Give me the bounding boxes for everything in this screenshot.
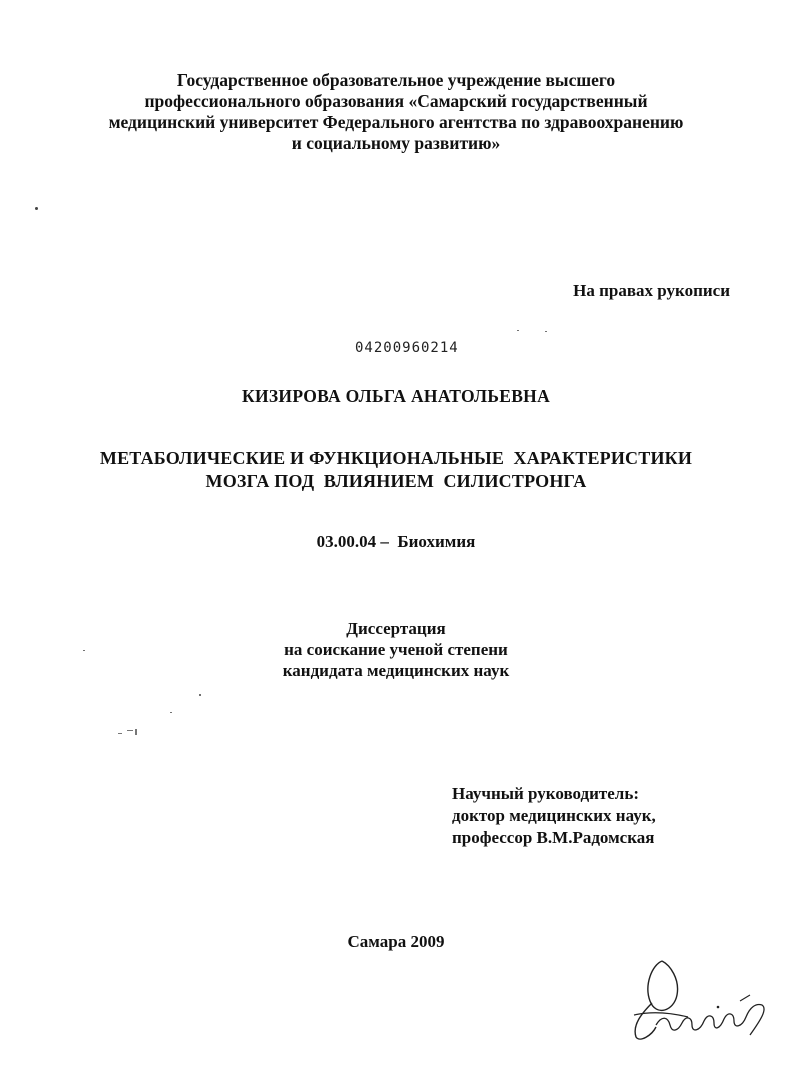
city-year: Самара 2009 <box>347 932 445 951</box>
scan-mark <box>118 733 122 734</box>
scan-speck <box>170 712 172 713</box>
supervisor-line: доктор медицинских наук, <box>452 806 656 825</box>
degree-line: Диссертация <box>346 619 446 638</box>
institution-line: профессионального образования «Самарский государственный <box>144 91 648 111</box>
registration-code: 04200960214 <box>355 340 459 356</box>
institution-header <box>0 70 792 154</box>
handwritten-signature-icon <box>622 955 772 1045</box>
title-line: МОЗГА ПОД ВЛИЯНИЕМ СИЛИСТРОНГА <box>205 471 587 491</box>
supervisor-block <box>452 783 656 849</box>
scan-speck <box>545 331 547 332</box>
scan-mark <box>127 730 133 731</box>
supervisor-line: профессор В.М.Радомская <box>452 828 655 847</box>
degree-line: на соискание ученой степени <box>284 640 508 659</box>
scan-speck <box>199 694 201 696</box>
scan-speck <box>83 650 85 651</box>
institution-line: и социальному развитию» <box>291 133 501 153</box>
institution-line: Государственное образовательное учреждение высшего <box>176 70 616 90</box>
scan-mark <box>135 729 137 735</box>
title-line: МЕТАБОЛИЧЕСКИЕ И ФУНКЦИОНАЛЬНЫЕ ХАРАКТЕРИСТИКИ <box>99 448 693 468</box>
scan-speck <box>517 330 519 331</box>
degree-line: кандидата медицинских наук <box>282 661 510 680</box>
dissertation-degree <box>0 618 792 681</box>
specialty: 03.00.04 – Биохимия <box>316 532 476 551</box>
supervisor-line: Научный руководитель: <box>452 784 639 803</box>
dissertation-title <box>0 447 792 493</box>
scan-speck <box>35 207 38 210</box>
institution-line: медицинский университет Федерального агентства по здравоохранению <box>108 112 684 132</box>
author-name: КИЗИРОВА ОЛЬГА АНАТОЛЬЕВНА <box>241 386 551 406</box>
manuscript-note: На правах рукописи <box>573 281 730 300</box>
